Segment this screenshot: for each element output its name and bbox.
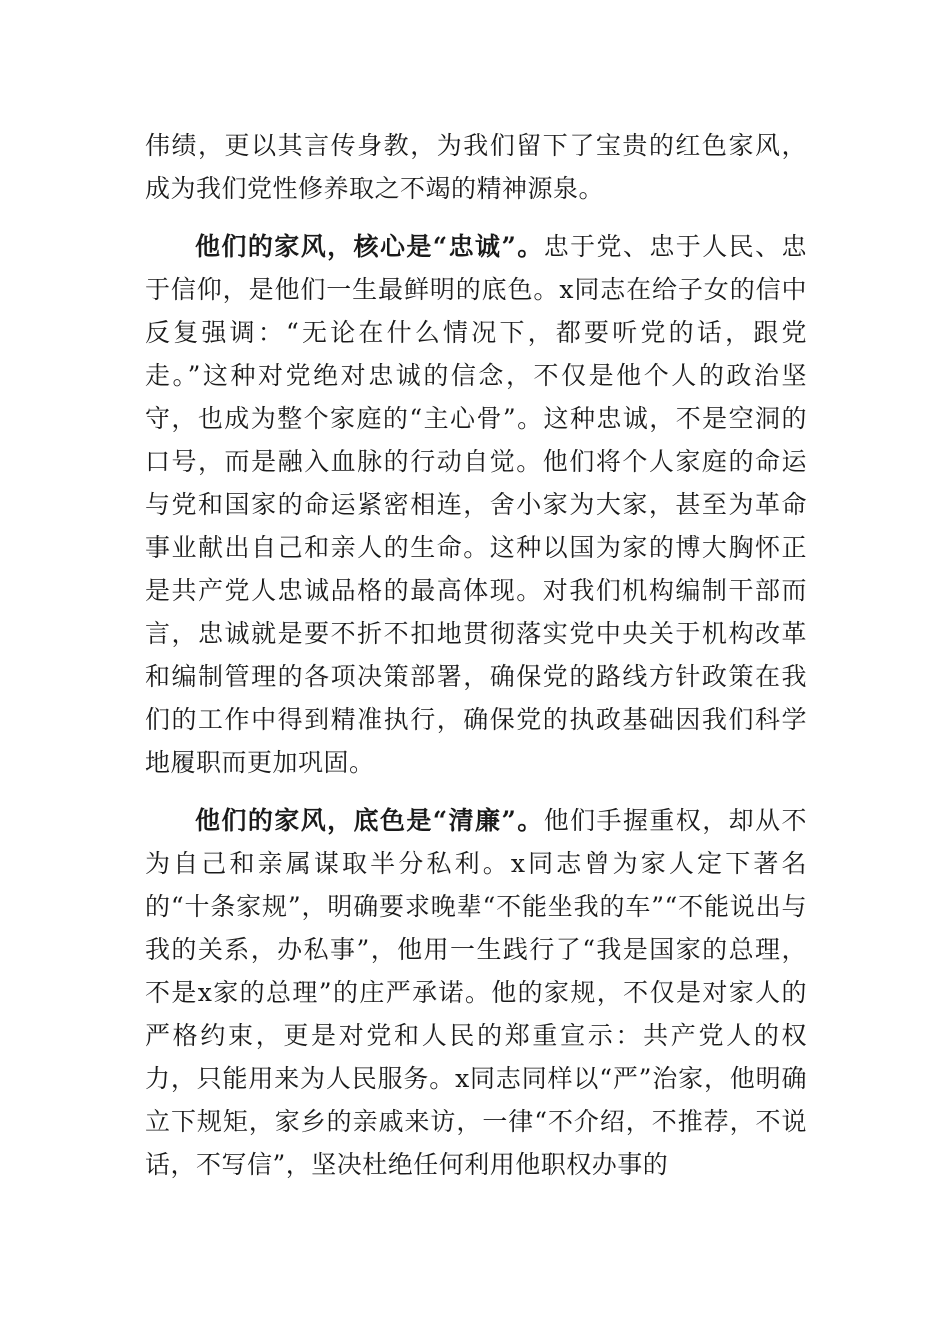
paragraph-heading: 他们的家风，底色是“清廉”。 [195, 806, 544, 835]
paragraph-continuation [145, 124, 807, 210]
paragraph-text: 他们手握重权，却从不为自己和亲属谋取半分私利。x同志曾为家人定下著名的“十条家规”，明确要求晚辈“不能坐我的车”“不能说出与我的关系，办私事”，他用一生践行了“我是国家的总理，不是x家的总理”的庄严承诺。他的家规，不仅是对家人的严格约束，更是对党和人民的郑重宣示：共产党人的权力，只能用来为人民服务。x同志同样以“严”治家，他明确立下规矩，家乡的亲戚来访，一律“不介绍，不推荐，不说话，不写信”，坚决杜绝任何利用他职权办事的 [145, 806, 807, 1179]
paragraph-text: 忠于党、忠于人民、忠于信仰，是他们一生最鲜明的底色。x同志在给子女的信中反复强调：“无论在什么情况下，都要听党的话，跟党走。”这种对党绝对忠诚的信念，不仅是他个人的政治坚守，也成为整个家庭的“主心骨”。这种忠诚，不是空洞的口号，而是融入血脉的行动自觉。他们将个人家庭的命运与党和国家的命运紧密相连，舍小家为大家，甚至为革命事业献出自己和亲人的生命。这种以国为家的博大胸怀正是共产党人忠诚品格的最高体现。对我们机构编制干部而言，忠诚就是要不折不扣地贯彻落实党中央关于机构改革和编制管理的各项决策部署，确保党的路线方针政策在我们的工作中得到精准执行，确保党的执政基础因我们科学地履职而更加巩固。 [145, 232, 807, 777]
paragraph-integrity [145, 799, 807, 1186]
paragraph-loyalty [145, 225, 807, 784]
body-text [145, 124, 807, 1201]
paragraph-heading: 他们的家风，核心是“忠诚”。 [195, 232, 544, 261]
paragraph-text: 伟绩，更以其言传身教，为我们留下了宝贵的红色家风，成为我们党性修养取之不竭的精神源泉。 [145, 131, 807, 203]
